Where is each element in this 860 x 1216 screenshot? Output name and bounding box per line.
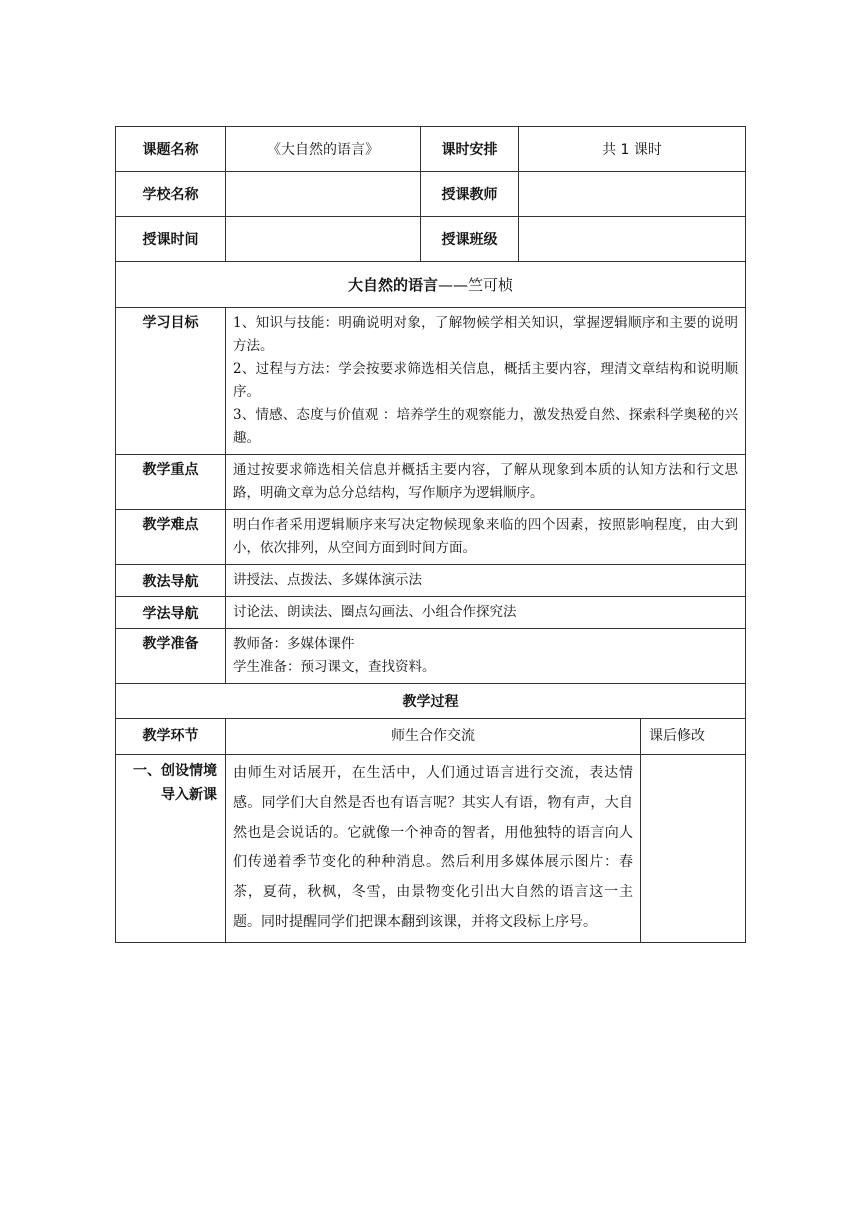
row-teach-method [116,565,746,597]
col-revision-header: 课后修改 [641,719,746,755]
teacher-label: 授课教师 [421,172,519,217]
row-process-title [116,684,746,719]
stage-1-text: 由师生对话展开，在生活中，人们通过语言进行交流，表达情感。同学们大自然是否也有语言呢？其实人有语，物有声，大自然也是会说话的。它就像一个神奇的智者，用他独特的语言向人们传递着季节变化的种种消息。然后利用多媒体展示图片：春茶，夏荷，秋枫，冬雪，由景物变化引出大自然的语言这一主题。同时提醒同学们把课本翻到该课，并将文段标上序号。 [226,755,641,943]
lesson-plan-page [115,126,745,943]
difficulty-text: 明白作者采用逻辑顺序来写决定物候现象来临的四个因素，按照影响程度，由大到小，依次排列，从空间方面到时间方面。 [226,510,746,565]
goal-item-1: 1、知识与技能：明确说明对象，了解物候学相关知识，掌握逻辑顺序和主要的说明方法。 [233,315,738,354]
learn-method-label: 学法导航 [116,597,226,629]
class-label: 授课班级 [421,217,519,262]
course-name-value: 《大自然的语言》 [226,127,421,172]
lesson-plan-table [115,126,746,943]
time-value [226,217,421,262]
schedule-label: 课时安排 [421,127,519,172]
difficulty-label: 教学难点 [116,510,226,565]
stage-1-label [116,755,226,943]
row-school [116,172,746,217]
goal-item-3: 3、情感、态度与价值观 ：培养学生的观察能力，激发热爱自然、探索科学奥秘的兴趣。 [233,407,738,446]
preparation-label: 教学准备 [116,629,226,684]
key-point-text: 通过按要求筛选相关信息并概括主要内容，了解从现象到本质的认知方法和行文思路，明确文章为总分总结构，写作顺序为逻辑顺序。 [226,455,746,510]
col-interaction-header: 师生合作交流 [226,719,641,755]
row-goals [116,308,746,455]
prep-teacher: 教师备：多媒体课件 [233,636,355,652]
goals-label: 学习目标 [116,308,226,455]
teacher-value [519,172,746,217]
lesson-title-main: 大自然的语言 [347,276,438,294]
learn-method-text: 讨论法、朗读法、圈点勾画法、小组合作探究法 [226,597,746,629]
teach-method-label: 教法导航 [116,565,226,597]
course-name-label: 课题名称 [116,127,226,172]
col-stage-header: 教学环节 [116,719,226,755]
schedule-value: 共 1 课时 [519,127,746,172]
school-value [226,172,421,217]
stage-1-line-2: 导入新课 [161,787,217,803]
teach-method-text: 讲授法、点拨法、多媒体演示法 [226,565,746,597]
row-learn-method [116,597,746,629]
class-value [519,217,746,262]
lesson-title-author: ——竺可桢 [438,276,514,294]
time-label: 授课时间 [116,217,226,262]
lesson-title [116,262,746,308]
row-lesson-title [116,262,746,308]
row-stage-1 [116,755,746,943]
row-key-point [116,455,746,510]
preparation-content [226,629,746,684]
stage-1-revision [641,755,746,943]
stage-1-line-1: 一、创设情境 [133,763,217,779]
row-preparation [116,629,746,684]
prep-student: 学生准备：预习课文，查找资料。 [233,659,436,675]
row-process-header [116,719,746,755]
goal-item-2: 2、过程与方法：学会按要求筛选相关信息，概括主要内容，理清文章结构和说明顺序。 [233,361,738,400]
row-difficulty [116,510,746,565]
row-course-name [116,127,746,172]
row-time [116,217,746,262]
school-label: 学校名称 [116,172,226,217]
key-point-label: 教学重点 [116,455,226,510]
process-title: 教学过程 [116,684,746,719]
goals-content [226,308,746,455]
